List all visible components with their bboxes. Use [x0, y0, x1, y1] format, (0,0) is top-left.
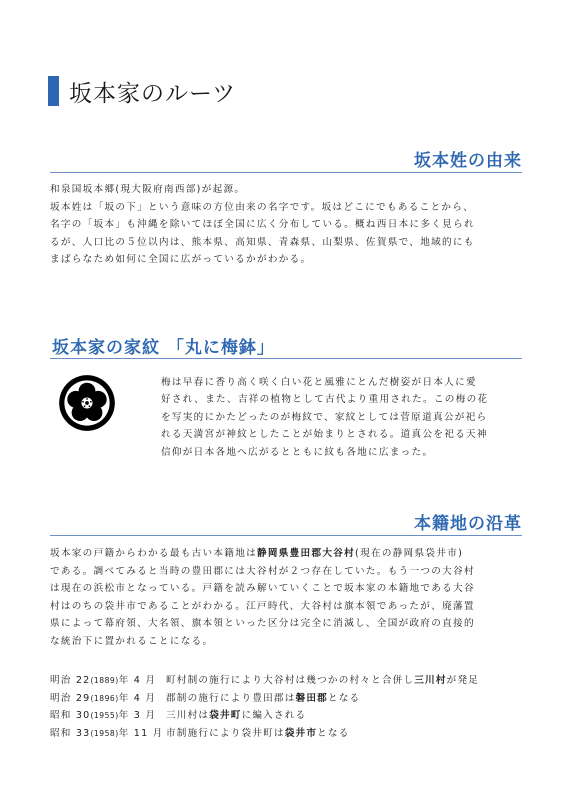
domicile-line: である。調べてみると当時の豊田郡には大谷村が２つ存在していた。もう一つの大谷村: [50, 565, 475, 577]
section-heading-domicile: 本籍地の沿革: [414, 514, 522, 534]
domicile-line: な統治下に置かれることになる。: [50, 635, 214, 647]
ume-bachi-crest-icon: [58, 374, 116, 432]
history-row: [50, 690, 479, 708]
domicile-line: 村はのちの袋井市であることがわかる。江戸時代、大谷村は旗本領であったが、廃藩置: [50, 600, 475, 612]
domicile-paragraph: [50, 545, 475, 651]
history-date: 昭和 30(1955)年 3 月: [50, 710, 157, 721]
page-title-text: 坂本家のルーツ: [69, 80, 237, 107]
history-event: 郡制の施行により豊田郡は磐田郡となる: [166, 692, 361, 704]
section-heading-crest: 坂本家の家紋 「丸に梅鉢」: [52, 338, 275, 358]
crest-paragraph: [161, 374, 488, 461]
section-divider-crest: [50, 358, 522, 359]
crest-line: れる天満宮が神紋としたことが始まりとされる。道真公を祀る天神: [161, 429, 488, 441]
history-row: [50, 707, 479, 725]
crest-line: 信仰が日本各地へ広がるとともに紋も各地に広まった。: [161, 446, 434, 458]
history-date: 昭和 33(1958)年 11 月: [50, 727, 164, 739]
origin-paragraph: [50, 181, 475, 269]
domicile-highlight: 静岡県豊田郡大谷村: [256, 548, 356, 559]
history-row: [50, 725, 479, 743]
history-list: [50, 672, 479, 742]
crest-line: 梅は早春に香り高く咲く白い花と風雅にとんだ樹姿が日本人に愛: [161, 377, 477, 388]
title-accent-bar: [48, 76, 59, 106]
crest-line: 好され、また、吉祥の植物として古代より重用された。この梅の花: [161, 394, 489, 406]
history-event: 町村制の施行により大谷村は幾つかの村々と合併し三川村が発足: [166, 675, 480, 686]
history-event: 三川村は袋井町に編入される: [166, 710, 307, 721]
origin-line: るが、人口比の５位以内は、熊本県、高知県、青森県、山梨県、佐賀県で、地域的にも: [50, 236, 475, 248]
origin-line: 坂本姓は「坂の下」という意味の方位由来の名字です。坂はどこにでもあることから、: [50, 201, 475, 213]
history-date: 明治 22(1889)年 4 月: [50, 675, 157, 686]
page-title: [48, 76, 236, 106]
origin-line: 名字の「坂本」も沖縄を除いてほぼ全国に広く分布している。概ね西日本に多く見られ: [50, 219, 475, 231]
section-heading-origin: 坂本姓の由来: [414, 151, 522, 171]
domicile-line: 坂本家の戸籍からわかる最も古い本籍地は静岡県豊田郡大谷村(現在の静岡県袋井市): [50, 548, 464, 559]
history-date: 明治 29(1896)年 4 月: [50, 692, 157, 704]
history-event: 市制施行により袋井町は袋井市となる: [166, 727, 350, 739]
origin-line: 和泉国坂本郷(現大阪府南西部)が起源。: [50, 184, 246, 195]
history-row: [50, 672, 479, 690]
domicile-line: 県によって幕府領、大名領、旗本領といった区分は完全に消滅し、全国が政府の直接的: [50, 618, 475, 630]
section-divider-origin: [50, 172, 522, 173]
origin-line: まばらなため如何に全国に広がっているかがわかる。: [50, 254, 312, 266]
section-divider-domicile: [50, 535, 522, 536]
domicile-line: は現在の浜松市となっている。戸籍を読み解いていくことで坂本家の本籍地である大谷: [50, 583, 475, 595]
crest-line: を写実的にかたどったのが梅紋で、家紋としては菅原道真公が祀ら: [161, 411, 488, 423]
